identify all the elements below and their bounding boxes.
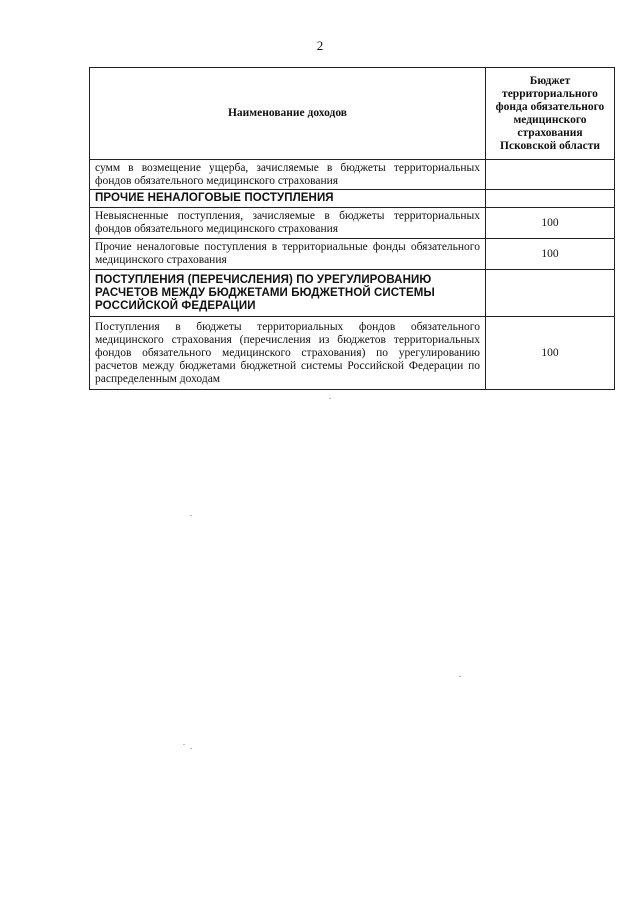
page-number: 2: [316, 38, 324, 53]
scan-speck: [190, 748, 192, 749]
row-name: сумм в возмещение ущерба, зачисляемые в бюджеты территориальных фондов обязательного медицинского страхования: [90, 160, 486, 190]
table-row: [90, 317, 615, 390]
scan-speck: [459, 676, 461, 677]
row-name: Прочие неналоговые поступления в территориальные фонды обязательного медицинского страхования: [90, 239, 486, 270]
section-title: ПОСТУПЛЕНИЯ (ПЕРЕЧИСЛЕНИЯ) ПО УРЕГУЛИРОВАНИЮ РАСЧЕТОВ МЕЖДУ БЮДЖЕТАМИ БЮДЖЕТНОЙ СИСТЕМЫ РОССИЙСКОЙ ФЕДЕРАЦИИ: [90, 270, 486, 317]
row-value: [486, 160, 615, 190]
table-row: [90, 160, 615, 190]
row-value: 100: [486, 317, 615, 390]
table-row: [90, 208, 615, 239]
row-name: Поступления в бюджеты территориальных фондов обязательного медицинского страхования (перечисления из бюджетов территориальных фондов обязательного медицинского страхования) по урегулированию расчетов между бюджетами бюджетной системы Российской Федерации по распределенным доходам: [90, 317, 486, 390]
scan-speck: [190, 515, 192, 516]
row-value: [486, 270, 615, 317]
row-name: Невыясненные поступления, зачисляемые в бюджеты территориальных фондов обязательного медицинского страхования: [90, 208, 486, 239]
table-row: [90, 239, 615, 270]
header-income-name: Наименование доходов: [90, 68, 486, 160]
section-title: ПРОЧИЕ НЕНАЛОГОВЫЕ ПОСТУПЛЕНИЯ: [90, 190, 486, 208]
scan-speck: [183, 744, 185, 745]
header-budget-column: Бюджет территориального фонда обязательного медицинского страхования Псковской области: [486, 68, 615, 160]
section-row: [90, 270, 615, 317]
scan-speck: [329, 398, 331, 399]
row-value: 100: [486, 208, 615, 239]
row-value: 100: [486, 239, 615, 270]
section-row: [90, 190, 615, 208]
income-table: [89, 67, 615, 390]
table-header-row: [90, 68, 615, 160]
row-value: [486, 190, 615, 208]
